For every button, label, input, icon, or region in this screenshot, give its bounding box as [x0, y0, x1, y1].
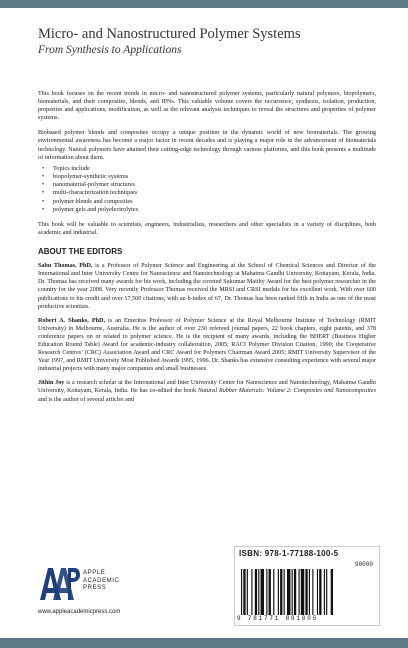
- publisher-name-line: PRESS: [83, 585, 107, 591]
- topic-item: • polymer gels and polyelectrolytes: [42, 206, 376, 214]
- description-paragraph-3: This book will be valuable to scientists, engineers, industrialists, researchers and other specialists in a variety of disciplines, both academic and industrial.: [38, 221, 376, 237]
- topic-item: • nanomaterial-polymer structures: [42, 181, 376, 189]
- editor-name: Robert A. Shanks, PhD,: [38, 317, 105, 324]
- editor-bio-thomas: [38, 262, 376, 311]
- publisher-website: www.appleacademicpress.com: [38, 609, 121, 615]
- publisher-name-line: ACADEMIC: [83, 577, 120, 584]
- top-color-band: [0, 0, 408, 8]
- editor-book-title: Natural Rubber Materials: Volume 2: Composites and Nanocomposites: [197, 388, 376, 395]
- back-cover-text: [38, 26, 376, 404]
- price-code: 90000: [354, 561, 373, 568]
- topic-item: • polymer blends and composites: [42, 198, 376, 206]
- editor-bio-joy: [38, 379, 376, 403]
- editor-bio-text: is an Emeritus Professor of Polymer Science at the Royal Melbourne Institute of Technology (RMIT University) in Melbourne, Australia. He is the author of over 230 refereed journal papers, 22 book chapters, eight patents, and 378 conference papers on or related to polymer science. He is the recipient of many awards, including the BHERT (Business Higher Education Round Table) Award for academic-industry collaboration, 2005; RACI Polymer Division Citation, 1990; the Cooperative Research Centres’ (CRC) Association Award and CRC Award for Polymers Chairman Award 2005; RMIT University Supervisor of the Year 1997, and RMIT University Most Published Awards 1995, 1996. Dr. Shanks has extensive consulting experience with several major industrial projects with many major companies and small businesses.: [38, 317, 376, 373]
- publisher-name: [83, 570, 119, 593]
- editor-name: Jithin Joy: [38, 380, 65, 387]
- publisher-name-line: APPLE: [83, 570, 106, 576]
- topic-item: • biopolymer-synthetic systems: [42, 173, 376, 181]
- bottom-color-band: [0, 638, 408, 648]
- topics-list: [42, 165, 376, 214]
- editor-bio-text: is a Professor of Polymer Science and Engineering at the School of Chemical Sciences and Director of the International and Inter University Centre for Nanoscience and Nanotechnology at Mahatma Gandhi University, Kottayam, Kerala, India. Dr. Thomas has received many awards for his work, including the coveted Sukumar Maithy Award for the best polymer researcher in the country for the year 2008. Very recently Professor Thomas received the MRSI and CRSI medals for his excellent work. With over 600 publications to his credit and over 17,500 citations, with an h-index of 67, Dr. Thomas has been ranked fifth in India as one of the most productive scientists.: [38, 263, 376, 310]
- isbn-barcode: [234, 546, 380, 626]
- publisher-logo: [38, 564, 168, 608]
- editor-bio-text: is a research scholar at the International and Inter University Centre for Nanoscience and Nanotechnology, Mahatma Gandhi University, Kottayam, Kerala, India. He has co-edited the book: [38, 380, 377, 395]
- topic-item: • Topics include: [42, 165, 376, 173]
- editor-bio-tail: and is the author of several articles and: [38, 396, 134, 403]
- editor-bio-shanks: [38, 317, 376, 374]
- barcode-digits: 9 781771 881005: [237, 615, 319, 622]
- book-subtitle: From Synthesis to Applications: [38, 44, 182, 56]
- editor-name: Sabu Thomas, PhD,: [38, 263, 93, 270]
- barcode-icon: [241, 569, 375, 615]
- apple-academic-press-logo-icon: [38, 564, 80, 602]
- description-paragraph-1: This book focuses on the recent trends in micro- and nanostructured polymer systems, particularly natural polymers, biopolymers, biomaterials, and their composites, blends, and IPNs. This valuable volume covers the occurrence, synthesis, isolation, production, properties and applications, modification, as well as the relevant analysis techniques to reveal the structures and properties of polymer systems.: [38, 91, 376, 122]
- topic-item: • multi-characterization techniques: [42, 189, 376, 197]
- description-paragraph-2: Biobased polymer blends and composites occupy a unique position in the dynamic world of new biomaterials. The growing environmental awareness has become a major factor in recent decades and is playing a major role in the advancement of biomaterials technology. Natural polymers have attained their cutting-edge technology through various platforms, and this book presents a multitude of information about them.: [38, 130, 376, 161]
- book-title: Micro- and Nanostructured Polymer Systems: [38, 26, 301, 42]
- isbn-number: ISBN: 978-1-77188-100-5: [239, 549, 339, 558]
- editors-heading: ABOUT THE EDITORS: [38, 247, 123, 257]
